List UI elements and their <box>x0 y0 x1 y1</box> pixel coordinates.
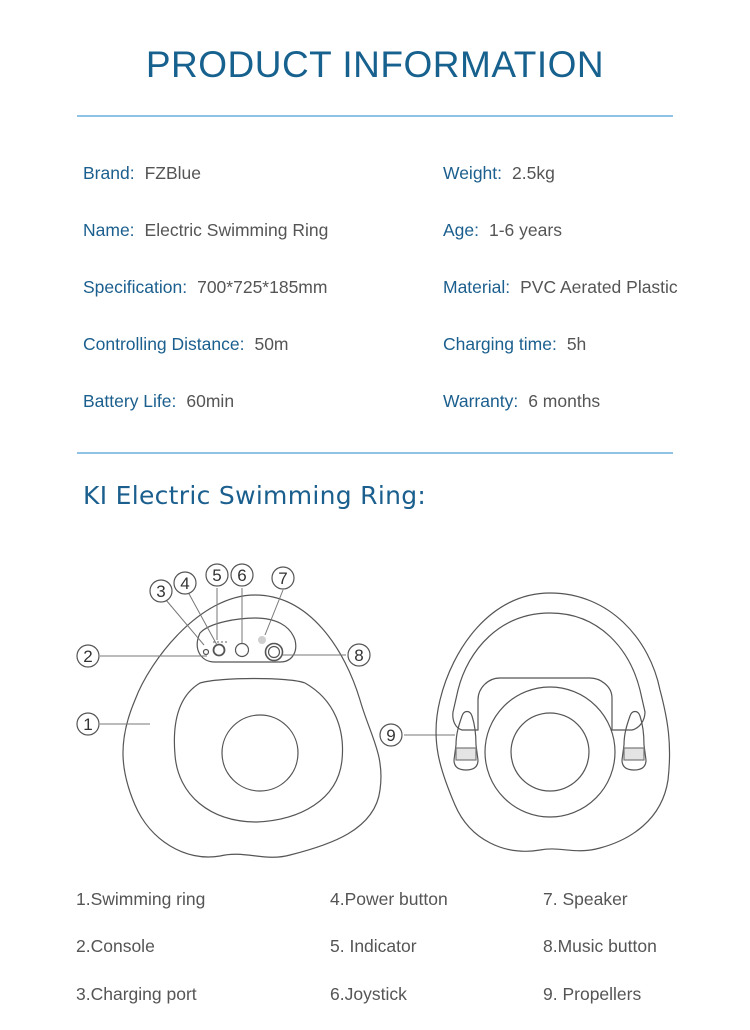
spec-age <box>443 220 562 241</box>
legend-item: 7. Speaker <box>543 889 628 909</box>
spec-label: Charging time: <box>443 334 557 354</box>
spec-label: Material: <box>443 277 511 297</box>
ring-outline-bottom-view <box>436 593 670 851</box>
legend-item: 8.Music button <box>543 936 657 956</box>
spec-material <box>443 277 678 298</box>
spec-value: 6 months <box>528 391 601 411</box>
spec-value: 5h <box>566 334 587 354</box>
spec-controlling-distance <box>83 334 289 355</box>
top-divider <box>77 115 673 117</box>
callout-label: 5 <box>212 566 222 585</box>
spec-label: Controlling Distance: <box>83 334 245 354</box>
product-diagram <box>0 540 750 870</box>
spec-value: 60min <box>186 391 235 411</box>
callout-markers <box>77 564 402 746</box>
spec-value: PVC Aerated Plastic <box>520 277 678 297</box>
callout-label: 8 <box>354 646 364 665</box>
spec-label: Name: <box>83 220 135 240</box>
spec-weight <box>443 163 555 184</box>
callout-label: 6 <box>237 566 247 585</box>
spec-brand <box>83 163 201 184</box>
spec-value: 1-6 years <box>489 220 562 240</box>
legend-item: 1.Swimming ring <box>76 889 206 909</box>
spec-name <box>83 220 328 241</box>
spec-battery-life <box>83 391 234 412</box>
legend-item: 4.Power button <box>330 889 448 909</box>
callout-label: 1 <box>83 715 93 734</box>
callout-label: 2 <box>83 647 93 666</box>
legend-item: 6.Joystick <box>330 984 407 1004</box>
callout-label: 9 <box>386 726 396 745</box>
spec-label: Battery Life: <box>83 391 177 411</box>
spec-value: FZBlue <box>144 163 201 183</box>
spec-label: Age: <box>443 220 479 240</box>
page-title: PRODUCT INFORMATION <box>145 44 605 85</box>
legend-item: 2.Console <box>76 936 155 956</box>
callout-label: 7 <box>278 569 288 588</box>
spec-label: Specification: <box>83 277 188 297</box>
spec-value: Electric Swimming Ring <box>144 220 329 240</box>
legend-item: 9. Propellers <box>543 984 642 1004</box>
spec-label: Weight: <box>443 163 503 183</box>
callout-label: 3 <box>156 582 166 601</box>
spec-warranty <box>443 391 600 412</box>
spec-label: Brand: <box>83 163 135 183</box>
spec-value: 700*725*185mm <box>197 277 328 297</box>
spec-label: Warranty: <box>443 391 519 411</box>
ring-outline-top-view <box>123 595 381 857</box>
spec-specification <box>83 277 327 298</box>
spec-charging-time <box>443 334 586 355</box>
spec-value: 50m <box>254 334 289 354</box>
bottom-divider <box>77 452 673 454</box>
legend-item: 5. Indicator <box>330 936 417 956</box>
callout-label: 4 <box>180 574 190 593</box>
section-title: KI Electric Swimming Ring: <box>83 481 427 510</box>
legend-item: 3.Charging port <box>76 984 197 1004</box>
spec-value: 2.5kg <box>512 163 555 183</box>
